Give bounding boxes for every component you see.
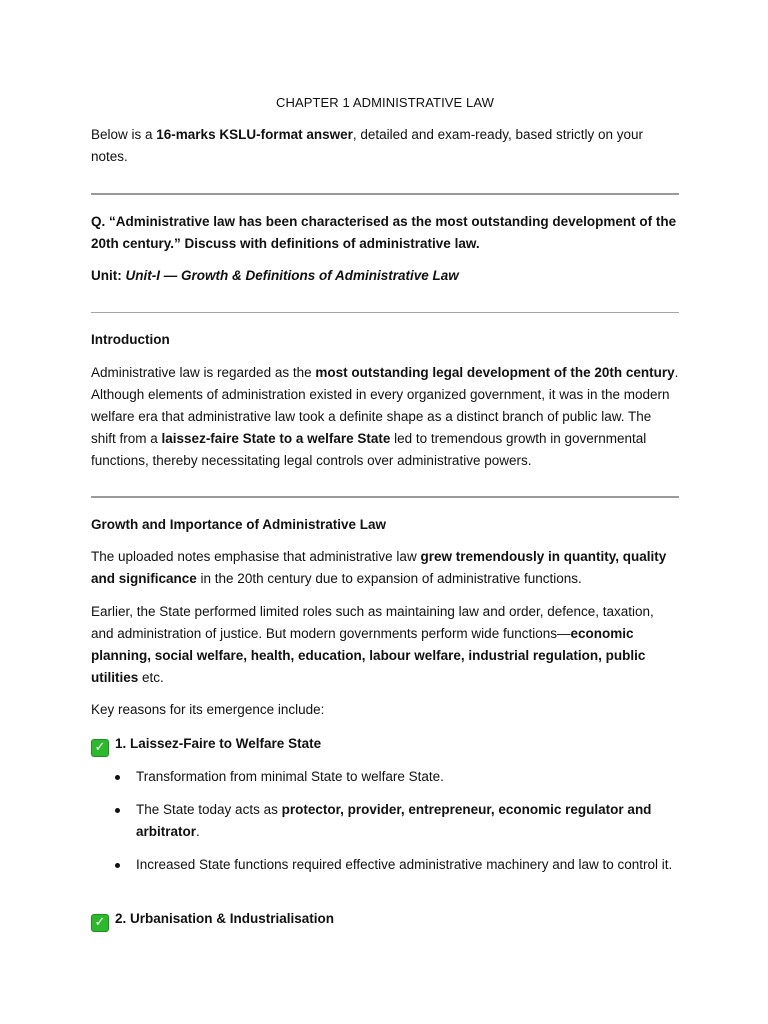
question-text: Q. “Administrative law has been characterised as the most outstanding development of the 20th century.” Discuss with definitions of administrative law. [91,214,677,251]
bullet-2-text-1: The State today acts as [136,802,282,817]
growth-text-bold-2: economic planning, social welfare, health, education, labour welfare, industrial regulation, public utilities [91,626,646,685]
unit-line [91,265,679,287]
bullet-2-text-2: . [196,824,200,839]
growth-heading: Growth and Importance of Administrative Law [91,517,387,532]
check-icon: ✓ [91,914,109,932]
introduction-heading: Introduction [91,332,170,347]
reason-2-heading: 2. Urbanisation & Industrialisation [115,911,335,926]
list-item [91,799,679,843]
growth-text-bold-1: grew tremendously in quantity, quality and significance [91,549,667,586]
intro-line [91,124,679,168]
growth-text-4: etc. [138,670,164,685]
unit-value: Unit-I — Growth & Definitions of Administrative Law [125,268,459,283]
reason-1-heading-row [91,733,679,757]
intro-text-bold-2: laissez-faire State to a welfare State [161,431,391,446]
chapter-title: CHAPTER 1 ADMINISTRATIVE LAW [275,95,495,110]
intro-text-bold-1: most outstanding legal development of the 20th century [315,365,675,380]
growth-paragraph-3: Key reasons for its emergence include: [91,702,325,717]
check-icon: ✓ [91,739,109,757]
divider-2 [91,312,679,313]
intro-text-3: led to tremendous growth in governmental functions, thereby necessitating legal controls over administrative powers. [91,431,647,468]
divider-3 [91,496,679,498]
reason-2-heading-row [91,908,679,932]
intro-line-pre: Below is a [91,127,157,142]
reason-1-bullets [91,766,679,876]
growth-text-2: in the 20th century due to expansion of administrative functions. [196,571,582,586]
intro-text-1: Administrative law is regarded as the [91,365,316,380]
growth-text-1: The uploaded notes emphasise that administrative law [91,549,421,564]
unit-label: Unit: [91,268,126,283]
growth-paragraph-2 [91,601,679,689]
growth-paragraph-1 [91,546,679,590]
bullet-2-text-bold: protector, provider, entrepreneur, economic regulator and arbitrator [136,802,652,839]
intro-line-post: , detailed and exam-ready, based strictly on your notes. [91,127,644,164]
intro-line-bold: 16-marks KSLU-format answer [156,127,353,142]
list-item: Increased State functions required effective administrative machinery and law to control it. [91,854,679,876]
intro-text-2: . Although elements of administration existed in every organized government, it was in the modern welfare era that administrative law took a definite shape as a distinct branch of public law. The shift from a [91,365,679,446]
list-item: Transformation from minimal State to welfare State. [91,766,679,788]
reason-1-heading: 1. Laissez-Faire to Welfare State [115,736,322,751]
growth-text-3: Earlier, the State performed limited roles such as maintaining law and order, defence, taxation, and administration of justice. But modern governments perform wide functions— [91,604,654,641]
introduction-paragraph [91,362,679,472]
divider-1 [91,193,679,195]
